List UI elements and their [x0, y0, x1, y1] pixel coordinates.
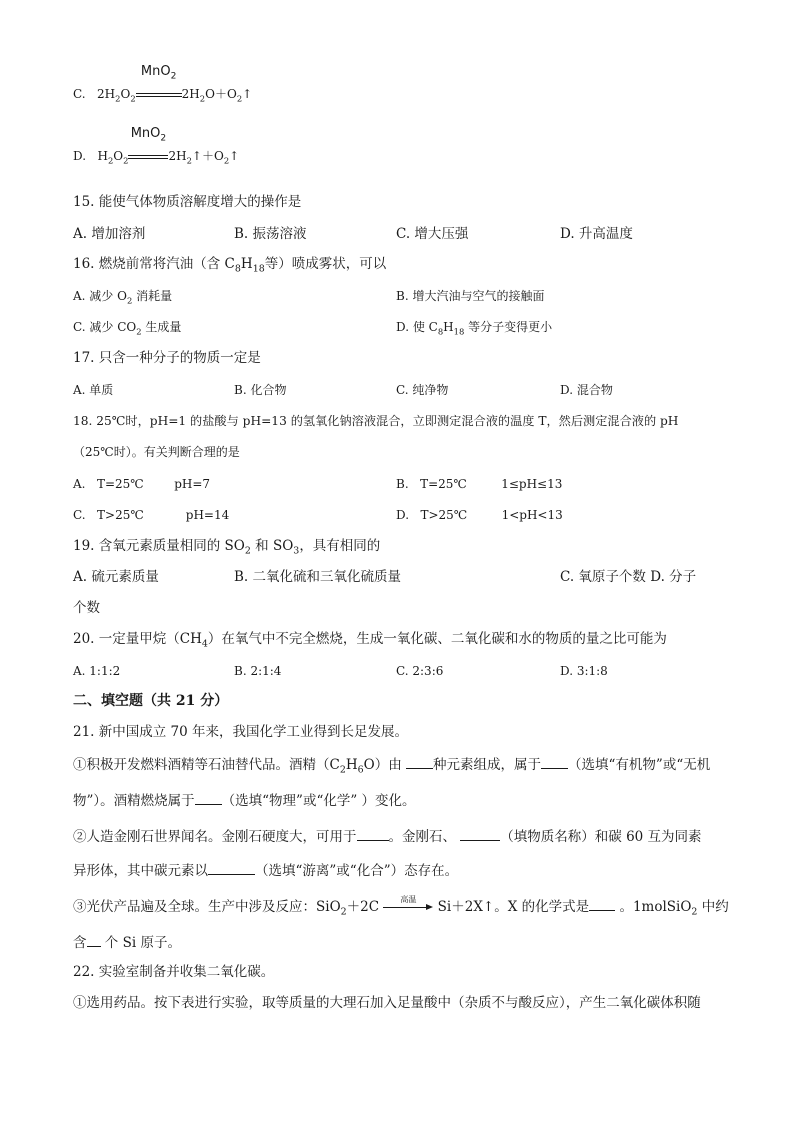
- q18-stem-line2: （25℃时）。有关判断合理的是: [73, 445, 240, 459]
- q21-blank-carbon-state[interactable]: [208, 862, 255, 875]
- q19-stem: 19. 含氧元素质量相同的 $SO_2$ 和 $SO_3$，具有相同的: [73, 538, 381, 557]
- q20-stem: 20. 一定量甲烷$(CH_4)$在氧气中不完全燃烧，生成一氧化碳、二氧化碳和水的物质的量之比可能为: [73, 631, 667, 650]
- q15-option-c: C. 增大压强: [396, 226, 469, 242]
- q21-part1-line1: ①积极开发燃料酒精等石油替代品。酒精$(C_2H_6O)$由 种元素组成，属于 （选填“有机物”或“无机: [73, 757, 711, 776]
- q21-part2-line1: ②人造金刚石世界闻名。金刚石硬度大，可用于 。金刚石、 （填物质名称）和碳 60 互为同素: [73, 829, 702, 845]
- q19-option-a: A. 硫元素质量: [73, 569, 159, 585]
- q21-blank-formula-x[interactable]: [589, 898, 615, 911]
- q21-blank-organic-type[interactable]: [541, 756, 568, 769]
- q20-option-c: C. 2:3:6: [396, 664, 444, 678]
- q21-blank-change-type[interactable]: [195, 792, 222, 805]
- q21-part1-line2: 物”）。酒精燃烧属于 （选填“物理”或“化学” ）变化。: [73, 793, 416, 809]
- q18-option-d: D. T>25℃ 1<pH<13: [396, 508, 563, 522]
- q16-option-a: A. 减少 $O_2$ 消耗量: [73, 289, 173, 306]
- q14-c-reactant: $2H_2O_2$: [97, 87, 136, 104]
- q17-option-d: D. 混合物: [560, 383, 613, 397]
- q16-option-b: B. 增大汽油与空气的接触面: [396, 289, 545, 303]
- q22-part1: ①选用药品。按下表进行实验，取等质量的大理石加入足量酸中（杂质不与酸反应），产生二氧化碳体积随: [73, 995, 701, 1011]
- q14-d-reactant: $H_2O_2$: [97, 149, 129, 166]
- q19-option-d-wrap: 个数: [73, 600, 100, 616]
- q21-part3-line2: 含 个 Si 原子。: [73, 935, 181, 951]
- q14-option-c: C. $2H_2O_2$ MnO$_2$ $2H_2O+O_2↑$: [73, 64, 253, 104]
- q21-blank-diamond-use[interactable]: [357, 828, 389, 841]
- q15-stem: 15. 能使气体物质溶解度增大的操作是: [73, 194, 302, 210]
- q14-option-d: D. $H_2O_2$ MnO$_2$ $2H_2↑+O_2↑$: [73, 126, 240, 166]
- q21-part3-line1: ③光伏产品遍及全球。生产中涉及反应：SiO$_2$＋2C 高温 Si＋2X↑。X 的化学式是 。1molSiO$_2$ 中约: [73, 894, 729, 918]
- q16-option-d: D. 使 $C_8H_{18}$ 等分子变得更小: [396, 320, 553, 337]
- q14-c-equation-sign: [136, 64, 182, 102]
- q22-stem: 22. 实验室制备并收集二氧化碳。: [73, 964, 275, 980]
- q21-part2-line2: 异形体，其中碳元素以 （选填“游离”或“化合”）态存在。: [73, 863, 459, 879]
- q21-blank-allotrope[interactable]: [460, 828, 500, 841]
- q21-blank-si-count[interactable]: [87, 934, 101, 947]
- q14-d-catalyst: MnO$_2$: [130, 126, 167, 144]
- q21-blank-element-count[interactable]: [406, 756, 433, 769]
- q20-option-a: A. 1:1:2: [73, 664, 121, 678]
- q19-option-b: B. 二氧化硫和三氧化硫质量: [234, 569, 402, 585]
- q18-option-b: B. T=25℃ 1≤pH≤13: [396, 477, 563, 491]
- q16-option-c: C. 减少 $CO_2$ 生成量: [73, 320, 182, 337]
- q17-option-a: A. 单质: [73, 383, 114, 397]
- q14-c-catalyst: MnO$_2$: [140, 64, 177, 82]
- q14-d-product: $2H_2↑+O_2↑$: [168, 149, 240, 166]
- q15-option-b: B. 振荡溶液: [234, 226, 307, 242]
- q20-option-d: D. 3:1:8: [560, 664, 608, 678]
- q17-stem: 17. 只含一种分子的物质一定是: [73, 350, 261, 366]
- q16-stem: 16. 燃烧前常将汽油（含 $C_8H_{18}$等）喷成雾状，可以: [73, 256, 387, 275]
- q19-option-cd: C. 氧原子个数 D. 分子: [560, 569, 697, 585]
- q21-reaction-arrow: 高温: [383, 904, 433, 912]
- section-title: 二、填空题（共 21 分）: [73, 693, 229, 709]
- q14-d-equation-sign: [128, 126, 168, 164]
- q18-stem-line1: 18. 25℃时，pH=1 的盐酸与 pH=13 的氢氧化钠溶液混合，立即测定混合液的温度 T，然后测定混合液的 pH: [73, 414, 679, 428]
- q18-option-a: A. T=25℃ pH=7: [73, 477, 211, 491]
- q21-stem: 21. 新中国成立 70 年来，我国化学工业得到长足发展。: [73, 724, 409, 740]
- q14-c-product: $2H_2O+O_2↑$: [181, 87, 253, 104]
- q17-option-c: C. 纯净物: [396, 383, 449, 397]
- q15-option-a: A. 增加溶剂: [73, 226, 146, 242]
- q18-option-c: C. T>25℃ pH=14: [73, 508, 230, 522]
- q20-option-b: B. 2:1:4: [234, 664, 282, 678]
- q15-option-d: D. 升高温度: [560, 226, 633, 242]
- q17-option-b: B. 化合物: [234, 383, 287, 397]
